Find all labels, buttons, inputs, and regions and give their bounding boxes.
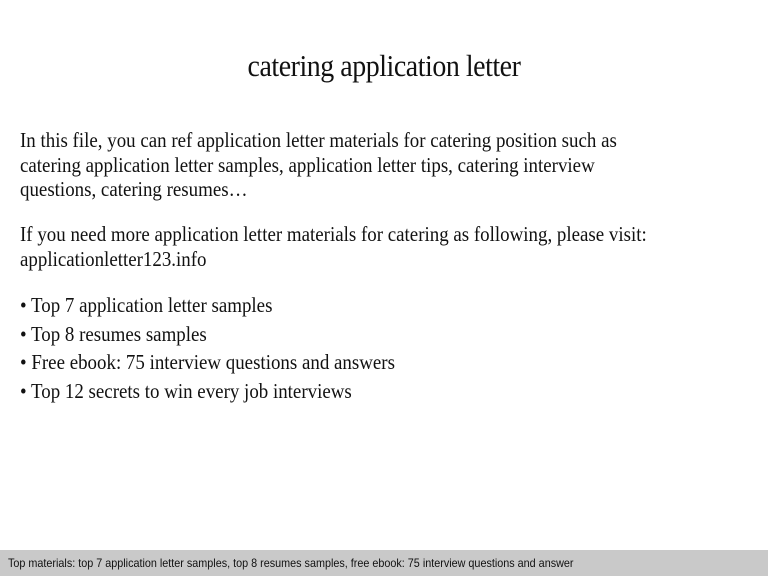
website-link[interactable]: applicationletter123.info <box>20 246 207 271</box>
list-item: • Top 7 application letter samples <box>20 293 273 317</box>
intro-line: In this file, you can ref application letter materials for catering position such as <box>20 128 617 152</box>
visit-paragraph <box>20 222 671 271</box>
list-item: • Top 8 resumes samples <box>20 321 207 346</box>
intro-line: catering application letter samples, application letter tips, catering interview <box>20 152 595 177</box>
page-title: catering application letter <box>247 48 521 83</box>
intro-paragraph <box>20 128 671 202</box>
intro-line: questions, catering resumes… <box>20 177 248 201</box>
list-item: • Top 12 secrets to win every job interviews <box>20 378 352 403</box>
visit-line: If you need more application letter materials for catering as following, please visit: <box>20 222 647 246</box>
list-item: • Free ebook: 75 interview questions and answers <box>20 350 395 374</box>
footer-bar <box>0 550 768 576</box>
footer-text: Top materials: top 7 application letter samples, top 8 resumes samples, free ebook: 75 interview questions and answer <box>8 556 574 570</box>
materials-list <box>20 291 395 405</box>
